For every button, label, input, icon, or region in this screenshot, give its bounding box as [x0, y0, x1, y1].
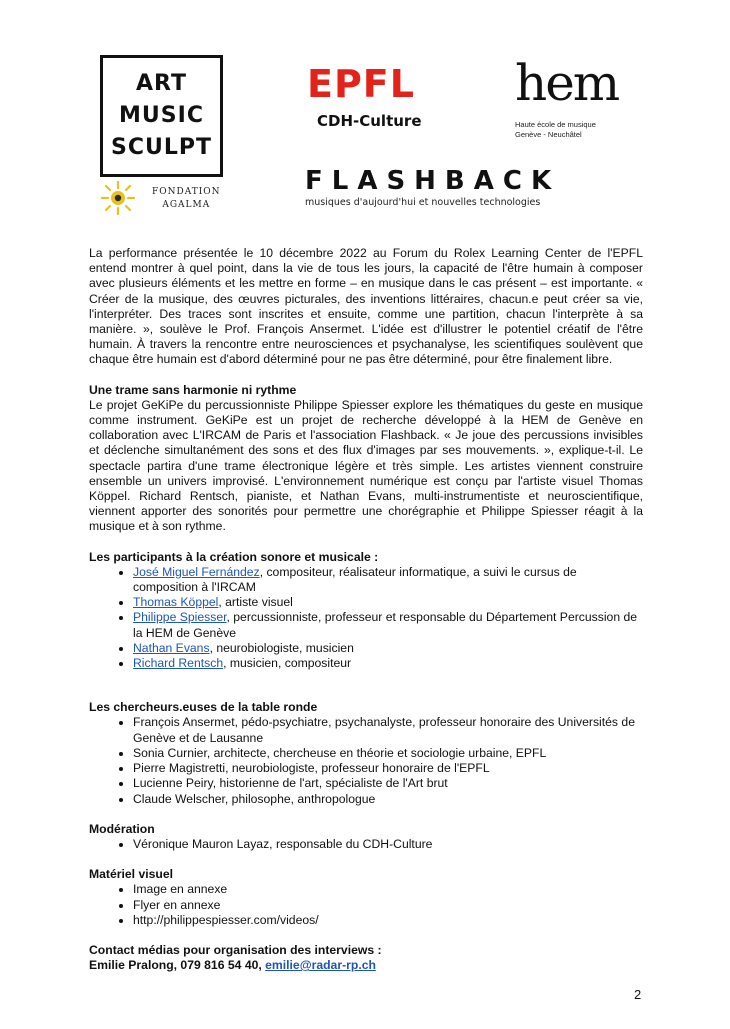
list-item: • Thomas Köppel, artiste visuel — [133, 595, 643, 610]
list-item: • Sonia Curnier, architecte, chercheuse en théorie et sociologie urbaine, EPFL — [133, 746, 643, 761]
fondation-agalma-logo — [96, 180, 236, 216]
list-item: • Claude Welscher, philosophe, anthropologue — [133, 792, 643, 807]
contact-line: Emilie Pralong, 079 816 54 40, emilie@radar-rp.ch — [89, 958, 376, 973]
list-item: • http://philippespiesser.com/videos/ — [133, 913, 643, 928]
hem-subtitle: Haute école de musique Genève - Neuchâtel — [515, 120, 596, 139]
list-item: • Flyer en annexe — [133, 898, 643, 913]
flashback-subtitle: musiques d'aujourd'hui et nouvelles technologies — [305, 197, 541, 208]
art-music-sculpt-logo — [100, 55, 223, 177]
materiel-list — [89, 882, 643, 928]
logo-line-art: ART — [136, 71, 187, 96]
participant-link[interactable]: Richard Rentsch — [133, 656, 224, 671]
list-item: • José Miguel Fernández, compositeur, réalisateur informatique, a suivi le cursus de composition à l'IRCAM — [133, 565, 643, 595]
hem-logo: hem — [515, 54, 619, 112]
page-number: 2 — [634, 987, 642, 1002]
list-item: • Richard Rentsch, musicien, compositeur — [133, 656, 643, 671]
section-heading-researchers: Les chercheurs.euses de la table ronde — [89, 700, 318, 715]
trame-paragraph: Le projet GeKiPe du percussionniste Philippe Spiesser explore les thématiques du geste en musique comme instrument. GeKiPe est un projet de recherche développé à la HEM de Genève en collaboration avec L'IRCAM de Paris et l'association Flashback. « Je joue des percussions invisibles et déclenche simultanément des sons et des flux d'images par ses mouvements. », explique-t-il. Le spectacle partira d'une trame électronique légère et très simple. Les artistes viennent construire ensemble un univers improvisé. L'environnement numérique est conçu par l'artiste visuel Thomas Köppel. Richard Rentsch, pianiste, et Nathan Evans, multi-instrumentiste et neuroscientifique, viennent apporter des sonorités pour permettre une chorégraphie et Philippe Spiesser réagit à la musique et à son rythme. — [89, 397, 643, 534]
moderation-list — [89, 837, 643, 852]
list-item: • François Ansermet, pédo-psychiatre, psychanalyste, professeur honoraire des Universités de Genève et de Lausanne — [133, 715, 643, 745]
contact-email-link[interactable]: emilie@radar-rp.ch — [265, 958, 376, 973]
participant-link[interactable]: Nathan Evans — [133, 640, 210, 655]
list-item: • Lucienne Peiry, historienne de l'art, spécialiste de l'Art brut — [133, 776, 643, 791]
section-heading-materiel: Matériel visuel — [89, 867, 173, 882]
section-heading-participants: Les participants à la création sonore et musicale : — [89, 549, 379, 564]
flashback-logo: FLASHBACK — [305, 166, 561, 196]
section-heading-trame: Une trame sans harmonie ni rythme — [89, 382, 297, 397]
participant-link[interactable]: Thomas Köppel — [133, 595, 219, 610]
participant-link[interactable]: José Miguel Fernández — [133, 564, 260, 579]
list-item: • Véronique Mauron Layaz, responsable du CDH-Culture — [133, 837, 643, 852]
fondation-agalma-text: FONDATION AGALMA — [152, 187, 221, 210]
logo-line-music: MUSIC — [119, 103, 204, 128]
list-item: • Philippe Spiesser, percussionniste, professeur et responsable du Département Percussion de la HEM de Genève — [133, 610, 643, 640]
list-item: • Pierre Magistretti, neurobiologiste, professeur honoraire de l'EPFL — [133, 761, 643, 776]
intro-paragraph: La performance présentée le 10 décembre 2022 au Forum du Rolex Learning Center de l'EPFL entend montrer à quel point, dans la vie de tous les jours, la capacité de l'être humain à composer avec plusieurs éléments et les mettre en forme – en musique dans le cas présent – est importante. « Créer de la musique, des œuvres picturales, des inventions littéraires, chacun.e peut créer sa vie, l'interpréter. Des traces sont inscrites et ensuite, comme une partition, chacun l'interprète à sa manière. », soulève le Prof. François Ansermet. L'idée est d'illustrer le potentiel créatif de l'être humain. À travers la rencontre entre neurosciences et psychanalyse, les scientifiques soulèvent que chaque être humain est d'abord déterminé pour ne pas être déterminé, pour être finalement libre. — [89, 246, 643, 367]
section-heading-moderation: Modération — [89, 821, 155, 836]
list-item: • Nathan Evans, neurobiologiste, musicien — [133, 641, 643, 656]
sun-icon — [96, 180, 146, 216]
researchers-list — [89, 715, 643, 806]
document-body — [89, 246, 643, 973]
contact-heading: Contact médias pour organisation des interviews : — [89, 942, 382, 957]
cdh-culture-label: CDH-Culture — [317, 112, 422, 130]
participant-link[interactable]: Philippe Spiesser — [133, 610, 227, 625]
epfl-logo: EPFL — [307, 62, 415, 106]
list-item: • Image en annexe — [133, 882, 643, 897]
logo-line-sculpt: SCULPT — [110, 135, 212, 160]
participants-list — [89, 565, 643, 671]
